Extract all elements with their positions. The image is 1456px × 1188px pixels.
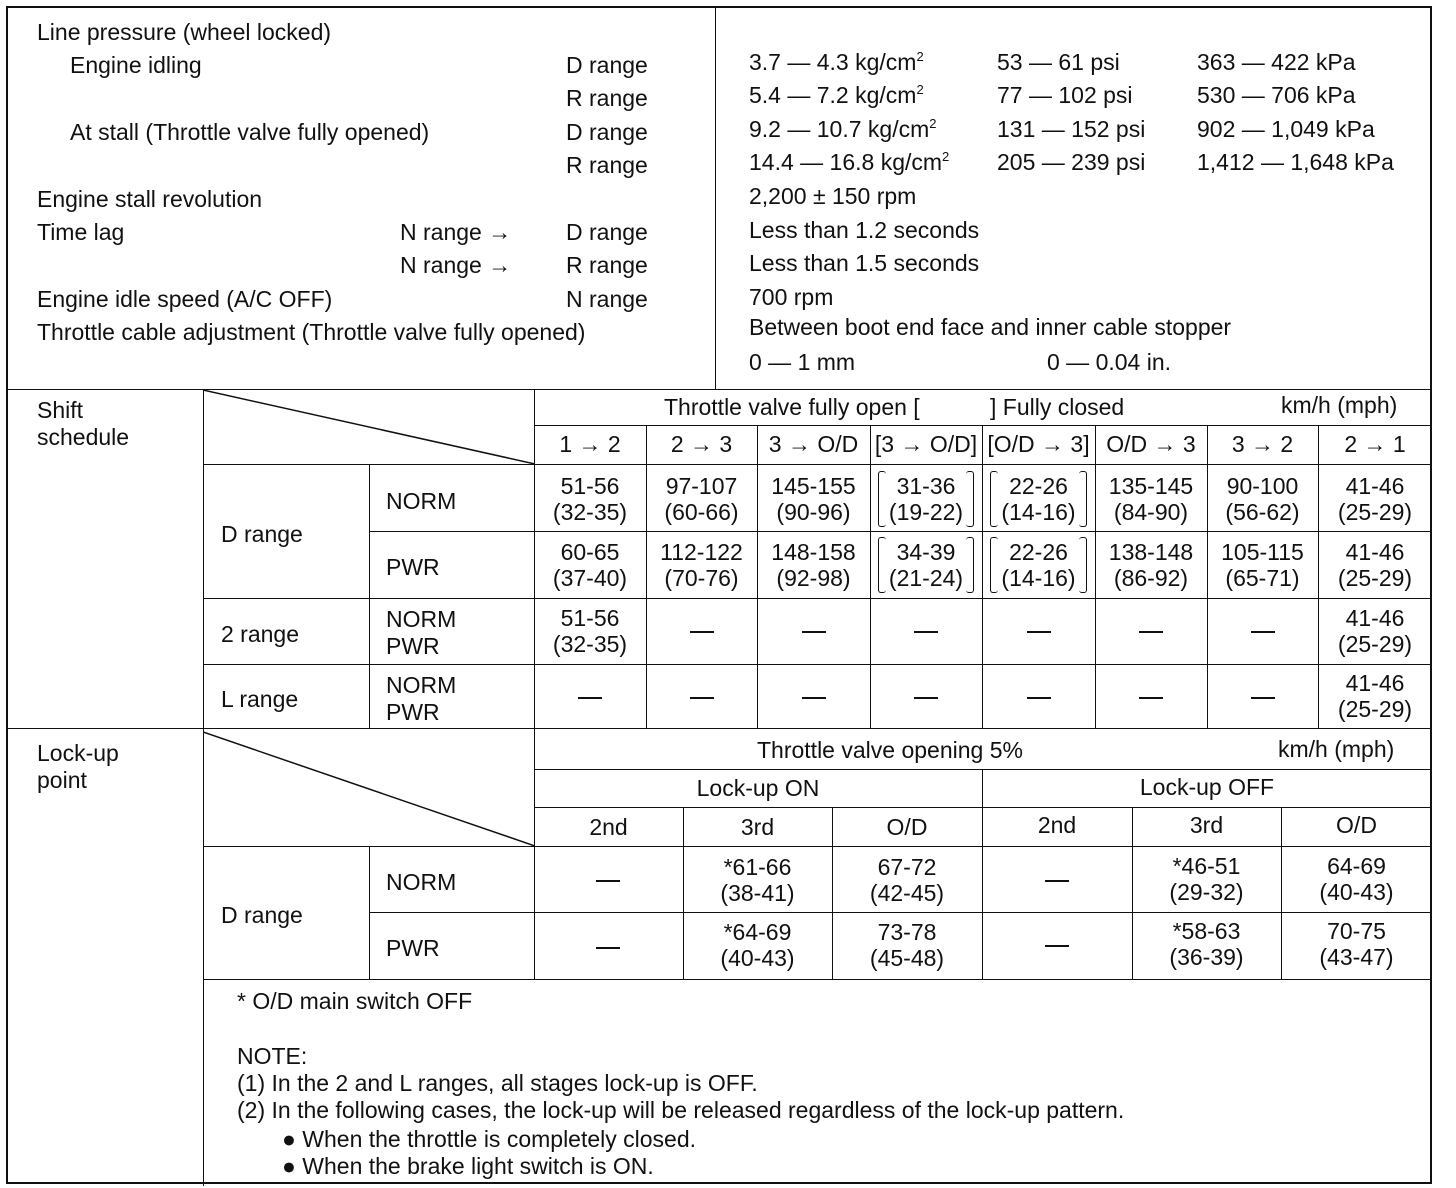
lockup-gear-header: O/D <box>886 814 928 840</box>
lockup-cell: *61-66 (38-41) <box>720 854 795 906</box>
shift-column-header: 3 → O/D <box>768 431 859 457</box>
empty-cell-dash <box>1045 945 1069 947</box>
shift-cell: 22-26 (14-16) <box>1001 539 1076 591</box>
note-bullet: ● When the throttle is completely closed. <box>282 1126 697 1152</box>
shift-cell: 22-26 (14-16) <box>1001 473 1076 525</box>
shift-column-header: [3 → O/D] <box>874 431 978 457</box>
stall-revolution-label: Engine stall revolution <box>37 186 263 212</box>
shift-mode-label: PWR <box>386 633 440 659</box>
line-pressure-title: Line pressure (wheel locked) <box>37 19 332 45</box>
empty-cell-dash <box>690 631 714 633</box>
shift-cell: 105-115 (65-71) <box>1221 539 1304 591</box>
shift-cell: 34-39 (21-24) <box>888 539 964 591</box>
shift-schedule-label: Shift <box>37 397 84 423</box>
idle-speed-value: 700 rpm <box>749 284 834 310</box>
line-pressure-kpa: 902 — 1,049 kPa <box>1197 116 1375 142</box>
lockup-sub-divider <box>369 846 370 980</box>
lockup-cell: 73-78 (45-48) <box>869 919 945 971</box>
shift-schedule-label: schedule <box>37 424 130 450</box>
shift-column-header: 3 → 2 <box>1231 431 1294 457</box>
shift-mode-label: NORM <box>386 488 457 514</box>
line-pressure-psi: 131 — 152 psi <box>997 116 1146 142</box>
lockup-gear-header: 3rd <box>740 814 775 840</box>
lockup-diagonal-line <box>203 728 535 848</box>
lockup-cell: *46-51 (29-32) <box>1169 853 1244 905</box>
shift-cell: 41-46 (25-29) <box>1337 473 1413 525</box>
lockup-cell: 67-72 (42-45) <box>869 854 945 906</box>
shift-mode-label: NORM <box>386 606 457 632</box>
empty-cell-dash <box>802 697 826 699</box>
shift-sub-divider <box>369 464 370 728</box>
range-label: R range <box>566 85 648 111</box>
lockup-gear-header: 2nd <box>1037 812 1077 838</box>
asterisk-note: * O/D main switch OFF <box>237 988 473 1014</box>
shift-column-header: 1 → 2 <box>559 431 621 457</box>
shift-column-header: 2 → 1 <box>1344 431 1406 457</box>
empty-cell-dash <box>1251 631 1275 633</box>
range-label: R range <box>566 152 648 178</box>
range-label: D range <box>566 219 648 245</box>
note-item: (1) In the 2 and L ranges, all stages lock-up is OFF. <box>237 1070 758 1096</box>
line-pressure-psi: 77 — 102 psi <box>997 82 1133 108</box>
shift-range-label: L range <box>221 686 299 712</box>
n-range-arrow-label: N range → <box>400 219 512 245</box>
line-pressure-psi: 53 — 61 psi <box>997 49 1120 75</box>
shift-row-rule <box>369 531 1432 532</box>
line-pressure-kg: 14.4 — 16.8 $kg/cm^2$ <box>749 149 950 175</box>
empty-cell-dash <box>1027 631 1051 633</box>
empty-cell-dash <box>1251 697 1275 699</box>
lockup-cell: 70-75 (43-47) <box>1319 918 1394 970</box>
shift-header-rule <box>534 425 1432 426</box>
fully-closed-bracket <box>966 471 974 527</box>
line-pressure-kpa: 1,412 — 1,648 kPa <box>1197 149 1394 175</box>
shift-unit: km/h (mph) <box>1281 392 1398 418</box>
shift-cell: 148-158 (92-98) <box>771 539 856 591</box>
spec-table-frame <box>6 6 1432 1184</box>
lockup-cell: *64-69 (40-43) <box>720 919 795 971</box>
lockup-bottom-rule <box>203 979 1432 980</box>
lockup-cell: 64-69 (40-43) <box>1319 853 1394 905</box>
lockup-unit: km/h (mph) <box>1278 736 1395 762</box>
n-range-arrow-label: N range → <box>400 252 512 278</box>
fully-closed-bracket <box>990 471 998 527</box>
line-pressure-kg: 3.7 — 4.3 $kg/cm^2$ <box>749 49 924 75</box>
shift-header-closed: ] Fully closed <box>990 394 1125 420</box>
shift-diagonal-line <box>203 390 535 466</box>
empty-cell-dash <box>1139 631 1163 633</box>
idle-speed-label: Engine idle speed (A/C OFF) <box>37 286 333 312</box>
note-item: (2) In the following cases, the lock-up will be released regardless of the lock-up pattern. <box>237 1097 1125 1123</box>
shift-cell: 51-56 (32-35) <box>552 473 628 525</box>
empty-cell-dash <box>802 631 826 633</box>
lockup-gear-header: 2nd <box>589 814 628 840</box>
range-label: D range <box>566 119 648 145</box>
empty-cell-dash <box>914 631 938 633</box>
lockup-off-header: Lock-up OFF <box>1139 774 1275 800</box>
note-bullet: ● When the brake light switch is ON. <box>282 1153 654 1179</box>
shift-cell: 138-148 (86-92) <box>1108 539 1194 591</box>
empty-cell-dash <box>578 697 602 699</box>
shift-cell: 135-145 (84-90) <box>1108 473 1194 525</box>
lockup-cell: *58-63 (36-39) <box>1169 918 1244 970</box>
lockup-onoff-rule <box>534 807 1432 808</box>
fully-closed-bracket <box>1079 537 1087 593</box>
lockup-point-label: point <box>37 767 87 793</box>
shift-mode-label: PWR <box>386 554 440 580</box>
empty-cell-dash <box>690 697 714 699</box>
shift-column-header: O/D → 3 <box>1106 431 1196 457</box>
shift-range-label: D range <box>221 521 303 547</box>
shift-cell: 41-46 (25-29) <box>1337 539 1413 591</box>
shift-row-rule <box>203 598 1432 599</box>
cable-mm-value: 0 — 1 mm <box>749 349 856 375</box>
time-lag-r-value: Less than 1.5 seconds <box>749 250 980 276</box>
shift-cell: 51-56 (32-35) <box>552 605 628 657</box>
shift-cell: 41-46 (25-29) <box>1337 670 1413 722</box>
range-label: D range <box>566 52 648 78</box>
lockup-header: Throttle valve opening 5% <box>757 737 1023 763</box>
engine-idling-label: Engine idling <box>70 52 202 78</box>
empty-cell-dash <box>914 697 938 699</box>
lockup-gear-header: O/D <box>1336 812 1377 838</box>
lockup-mode-label: NORM <box>386 869 457 895</box>
empty-cell-dash <box>596 947 620 949</box>
shift-header-open: Throttle valve fully open [ <box>664 394 920 420</box>
shift-cell: 97-107 (60-66) <box>664 473 739 525</box>
shift-cell: 60-65 (37-40) <box>552 539 628 591</box>
throttle-cable-label: Throttle cable adjustment (Throttle valve fully opened) <box>37 319 586 345</box>
shift-cell: 112-122 (70-76) <box>660 539 743 591</box>
lockup-mode-label: PWR <box>386 935 440 961</box>
range-label: R range <box>566 252 648 278</box>
empty-cell-dash <box>1139 697 1163 699</box>
time-lag-d-value: Less than 1.2 seconds <box>749 217 980 243</box>
time-lag-label: Time lag <box>37 219 125 245</box>
lockup-gear-header: 3rd <box>1189 812 1224 838</box>
throttle-cable-value: Between boot end face and inner cable stopper <box>749 314 1232 340</box>
lockup-header-rule <box>534 769 1432 770</box>
empty-cell-dash <box>1045 880 1069 882</box>
top-divider <box>715 6 716 390</box>
shift-cell: 31-36 (19-22) <box>888 473 964 525</box>
shift-column-header: 2 → 3 <box>670 431 733 457</box>
shift-column-header: [O/D → 3] <box>987 431 1090 457</box>
empty-cell-dash <box>596 880 620 882</box>
fully-closed-bracket <box>966 537 974 593</box>
fully-closed-bracket <box>878 471 886 527</box>
lockup-point-label: Lock-up <box>37 740 119 766</box>
shift-mode-label: NORM <box>386 672 457 698</box>
line-pressure-kpa: 363 — 422 kPa <box>1197 49 1356 75</box>
at-stall-label: At stall (Throttle valve fully opened) <box>70 119 430 145</box>
lockup-on-header: Lock-up ON <box>696 775 820 801</box>
shift-cell: 145-155 (90-96) <box>771 473 856 525</box>
shift-cell: 90-100 (56-62) <box>1225 473 1300 525</box>
lockup-row-rule <box>369 912 1432 913</box>
empty-cell-dash <box>1027 697 1051 699</box>
line-pressure-kpa: 530 — 706 kPa <box>1197 82 1356 108</box>
shift-row-rule <box>203 664 1432 665</box>
lockup-onoff-divider <box>982 769 983 980</box>
line-pressure-psi: 205 — 239 psi <box>997 149 1146 175</box>
range-label: N range <box>566 286 648 312</box>
note-title: NOTE: <box>237 1043 308 1069</box>
fully-closed-bracket <box>990 537 998 593</box>
shift-mode-label: PWR <box>386 699 440 725</box>
shift-cell: 41-46 (25-29) <box>1337 605 1413 657</box>
line-pressure-kg: 5.4 — 7.2 $kg/cm^2$ <box>749 82 924 108</box>
line-pressure-kg: 9.2 — 10.7 $kg/cm^2$ <box>749 116 937 142</box>
fully-closed-bracket <box>878 537 886 593</box>
lockup-range-label: D range <box>221 902 303 928</box>
shift-range-label: 2 range <box>221 621 300 647</box>
stall-revolution-value: 2,200 ± 150 rpm <box>749 183 917 209</box>
fully-closed-bracket <box>1079 471 1087 527</box>
cable-in-value: 0 — 0.04 in. <box>1047 349 1172 375</box>
